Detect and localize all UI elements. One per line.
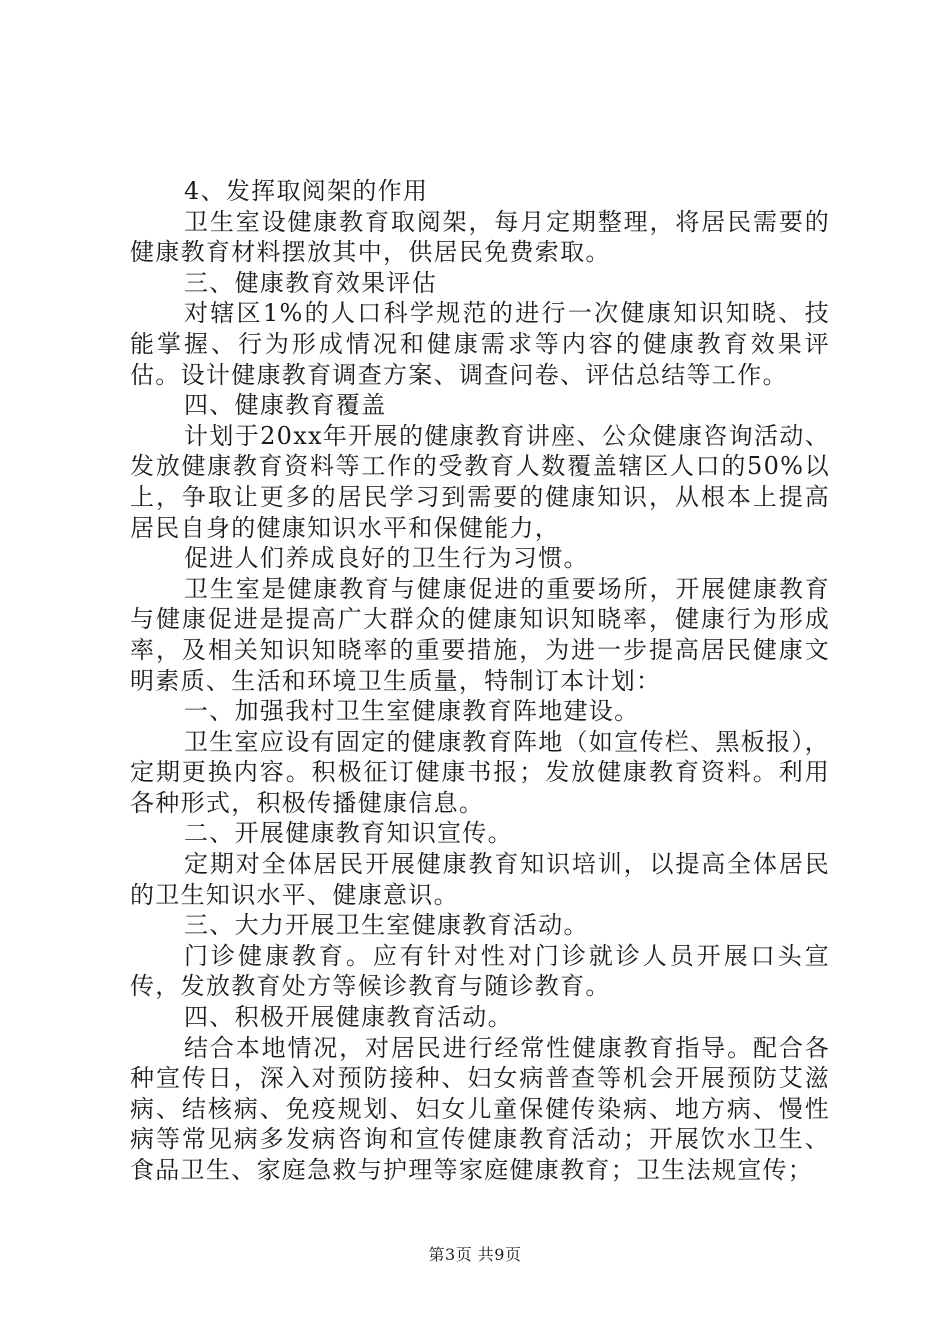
paragraph: 结合本地情况，对居民进行经常性健康教育指导。配合各种宣传日，深入对预防接种、妇女病普查等机会开展预防艾滋病、结核病、免疫规划、妇女儿童保健传染病、地方病、慢性病等常见病多发病咨询和宣传健康教育活动；开展饮水卫生、食品卫生、家庭急救与护理等家庭健康教育；卫生法规宣传； [130,1033,830,1184]
paragraph: 四、健康教育覆盖 [184,391,387,420]
paragraph: 卫生室应设有固定的健康教育阵地（如宣传栏、黑板报），定期更换内容。积极征订健康书报；发放健康教育资料。利用各种形式，积极传播健康信息。 [130,727,830,817]
paragraph: 卫生室是健康教育与健康促进的重要场所，开展健康教育与健康促进是提高广大群众的健康知识知晓率，健康行为形成率，及相关知识知晓率的重要措施，为进一步提高居民健康文明素质、生活和环境卫生质量，特制订本计划： [130,574,830,695]
paragraph: 二、开展健康教育知识宣传。 [184,819,513,848]
paragraph: 门诊健康教育。应有针对性对门诊就诊人员开展口头宣传，发放教育处方等候诊教育与随诊教育。 [130,941,830,1001]
document-body [130,176,830,1186]
paragraph: 定期对全体居民开展健康教育知识培训，以提高全体居民的卫生知识水平、健康意识。 [130,850,830,909]
paragraph: 三、健康教育效果评估 [184,268,437,297]
paragraph: 一、加强我村卫生室健康教育阵地建设。 [184,697,640,726]
paragraph: 卫生室设健康教育取阅架，每月定期整理，将居民需要的健康教育材料摆放其中，供居民免费索取。 [130,207,830,267]
paragraph: 促进人们养成良好的卫生行为习惯。 [184,544,589,573]
paragraph: 对辖区1%的人口科学规范的进行一次健康知识知晓、技能掌握、行为形成情况和健康需求等内容的健康教育效果评估。设计健康教育调查方案、调查问卷、评估总结等工作。 [130,299,830,389]
page-number-footer: 第3页 共9页 [428,1245,522,1264]
paragraph: 4、发挥取阅架的作用 [184,177,429,205]
paragraph: 计划于20xx年开展的健康教育讲座、公众健康咨询活动、发放健康教育资料等工作的受教育人数覆盖辖区人口的50%以上，争取让更多的居民学习到需要的健康知识，从根本上提高居民自身的健康知识水平和保健能力， [130,421,830,542]
paragraph: 三、大力开展卫生室健康教育活动。 [184,911,589,940]
paragraph: 四、积极开展健康教育活动。 [184,1003,513,1032]
